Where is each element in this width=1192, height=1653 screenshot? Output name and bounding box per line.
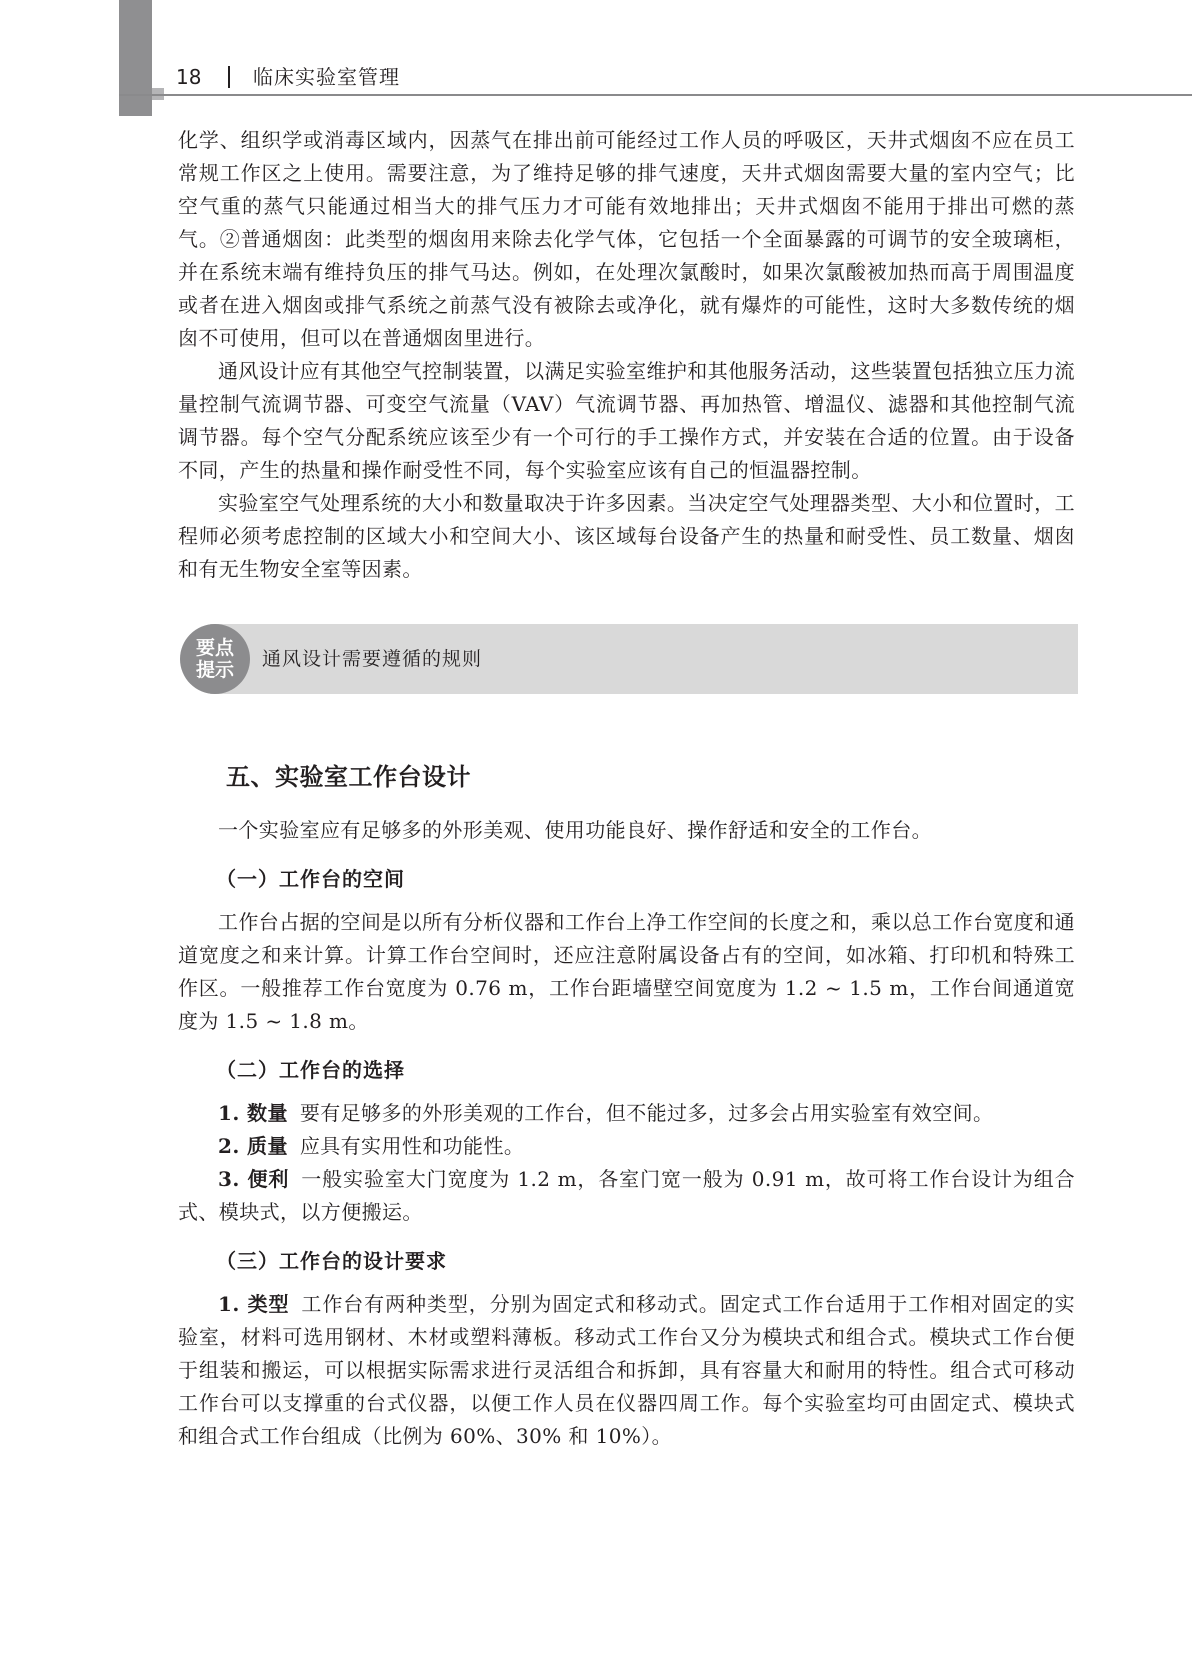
keypoint-badge: 要点提示 xyxy=(180,624,250,694)
section-intro: 一个实验室应有足够多的外形美观、使用功能良好、操作舒适和安全的工作台。 xyxy=(218,818,932,842)
paragraph-continued: 化学、组织学或消毒区域内，因蒸气在排出前可能经过工作人员的呼吸区，天井式烟囱不应在员工常规工作区之上使用。需要注意，为了维持足够的排气速度，天井式烟囱需要大量的室内空气；比空气重的蒸气只能通过相当大的排气压力才可能有效地排出；天井式烟囱不能用于排出可燃的蒸气。②普通烟囱：此类型的烟囱用来除去化学气体，它包括一个全面暴露的可调节的安全玻璃柜，并在系统末端有维持负压的排气马达。例如，在处理次氯酸时，如果次氯酸被加热而高于周围温度或者在进入烟囱或排气系统之前蒸气没有被除去或净化，就有爆炸的可能性，这时大多数传统的烟囱不可使用，但可以在普通烟囱里进行。 xyxy=(178,128,1075,350)
subsection-title-space: （一）工作台的空间 xyxy=(216,867,405,891)
keypoint-box xyxy=(180,614,1075,684)
list-item-text: 应具有实用性和功能性。 xyxy=(299,1134,525,1158)
paragraph-ventilation-devices: 通风设计应有其他空气控制装置，以满足实验室维护和其他服务活动，这些装置包括独立压力流量控制气流调节器、可变空气流量（VAV）气流调节器、再加热管、增温仪、滤器和其他控制气流调节器。每个空气分配系统应该至少有一个可行的手工操作方式，并安装在合适的位置。由于设备不同，产生的热量和操作耐受性不同，每个实验室应该有自己的恒温器控制。 xyxy=(178,359,1075,482)
subsection-title-selection: （二）工作台的选择 xyxy=(216,1058,405,1082)
list-item-term: 2. 质量 xyxy=(218,1134,288,1158)
list-item-text: 工作台有两种类型，分别为固定式和移动式。固定式工作台适用于工作相对固定的实验室，材料可选用钢材、木材或塑料薄板。移动式工作台又分为模块式和组合式。模块式工作台便于组装和搬运，可以根据实际需求进行灵活组合和拆卸，具有容量大和耐用的特性。组合式可移动工作台可以支撑重的台式仪器，以便工作人员在仪器四周工作。每个实验室均可由固定式、模块式和组合式工作台组成（比例为 60%、30% 和 10%）。 xyxy=(178,1292,1075,1448)
page-number: 18 xyxy=(176,65,202,89)
list-item-text: 一般实验室大门宽度为 1.2 m，各室门宽一般为 0.91 m，故可将工作台设计为组合式、模块式，以方便搬运。 xyxy=(178,1167,1076,1224)
subsection-title-design: （三）工作台的设计要求 xyxy=(216,1249,447,1273)
section-title: 五、实验室工作台设计 xyxy=(226,762,471,791)
header-separator xyxy=(228,66,230,88)
list-item-text: 要有足够多的外形美观的工作台，但不能过多，过多会占用实验室有效空间。 xyxy=(299,1101,994,1125)
running-header-title: 临床实验室管理 xyxy=(253,65,400,89)
header-rule xyxy=(119,94,1192,96)
list-item-term: 3. 便利 xyxy=(218,1167,290,1191)
paragraph-air-handling: 实验室空气处理系统的大小和数量取决于许多因素。当决定空气处理器类型、大小和位置时，工程师必须考虑控制的区域大小和空间大小、该区域每台设备产生的热量和耐受性、员工数量、烟囱和有无生物安全室等因素。 xyxy=(178,491,1075,581)
subsection-space-body: 工作台占据的空间是以所有分析仪器和工作台上净工作空间的长度之和，乘以总工作台宽度和通道宽度之和来计算。计算工作台空间时，还应注意附属设备占有的空间，如冰箱、打印机和特殊工作区。一般推荐工作台宽度为 0.76 m，工作台距墙壁空间宽度为 1.2 ~ 1.5 m，工作台间通道宽度为 1.5 ~ 1.8 m。 xyxy=(178,910,1075,1033)
list-item xyxy=(178,1163,1075,1229)
list-item xyxy=(178,1130,1075,1163)
list-item xyxy=(178,1097,1075,1130)
header-tab-bar xyxy=(119,0,152,116)
page-body xyxy=(178,124,1075,1453)
list-item xyxy=(178,1288,1075,1453)
keypoint-text: 通风设计需要遵循的规则 xyxy=(262,648,483,670)
list-item-term: 1. 类型 xyxy=(218,1292,290,1316)
list-item-term: 1. 数量 xyxy=(218,1101,288,1125)
